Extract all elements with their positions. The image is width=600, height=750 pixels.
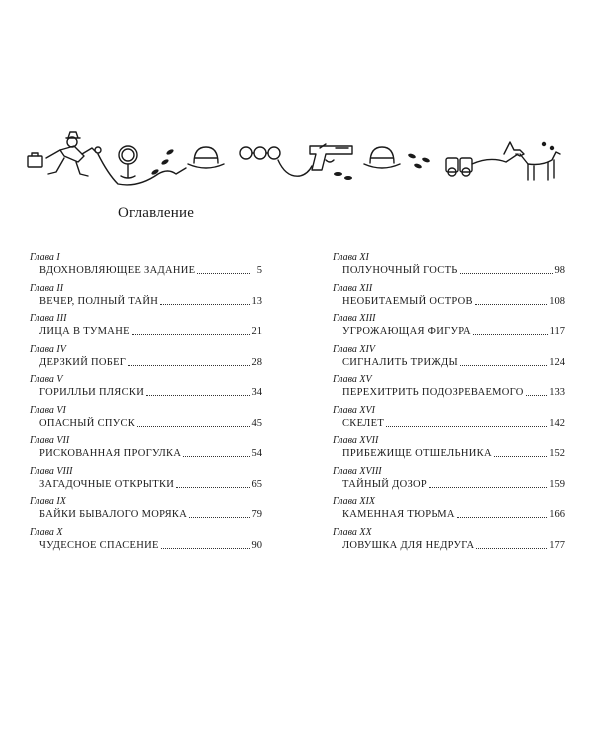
leader-dots	[176, 478, 249, 488]
magnifier-icon	[119, 146, 137, 178]
toc-column-left	[30, 252, 262, 557]
leader-dots	[161, 539, 250, 549]
page-number: 152	[549, 448, 565, 459]
page-number: 133	[549, 387, 565, 398]
chapter-title: ЗАГАДОЧНЫЕ ОТКРЫТКИ	[39, 478, 175, 490]
chapter-title: СКЕЛЕТ	[342, 417, 385, 429]
page-number: 98	[554, 265, 565, 276]
chapter-number: Глава III	[30, 313, 67, 324]
page-number: 108	[549, 295, 565, 307]
page-number: 79	[251, 509, 262, 520]
chapter-number: Глава VI	[30, 404, 66, 416]
chapter-title: РИСКОВАННАЯ ПРОГУЛКА	[39, 448, 182, 459]
toc-entry[interactable]	[30, 283, 262, 314]
leader-dots	[526, 386, 548, 396]
chapter-title: СИГНАЛИТЬ ТРИЖДЫ	[342, 356, 458, 368]
chapter-number: Глава IV	[30, 343, 66, 355]
chapter-number: Глава XX	[333, 526, 372, 538]
chapter-title: ПОЛУНОЧНЫЙ ГОСТЬ	[342, 265, 458, 276]
leader-dots	[475, 295, 547, 305]
leader-dots	[494, 447, 547, 457]
chapter-number: Глава IX	[30, 496, 66, 507]
chapter-number: Глава V	[30, 374, 63, 385]
toc-entry[interactable]	[333, 344, 565, 375]
chapter-title: ПРИБЕЖИЩЕ ОТШЕЛЬНИКА	[342, 448, 492, 459]
chapter-number: Глава X	[30, 526, 63, 538]
chapter-number: Глава II	[30, 282, 64, 294]
leader-dots	[460, 264, 553, 274]
leader-dots	[473, 325, 548, 335]
binoculars-icon	[240, 147, 280, 159]
leader-dots	[160, 295, 249, 305]
toc-entry[interactable]	[30, 313, 262, 344]
hat-icon	[188, 147, 224, 168]
toc-column-right	[333, 252, 565, 557]
chapter-number: Глава XV	[333, 374, 372, 385]
footprints-icon	[408, 153, 431, 169]
chapter-number: Глава XVIII	[333, 465, 382, 477]
leader-dots	[189, 508, 249, 518]
page-number: 142	[549, 417, 565, 429]
page-number: 177	[549, 539, 565, 551]
page-number: 34	[251, 387, 262, 398]
toc-entry[interactable]	[30, 527, 262, 558]
toc-entry[interactable]	[30, 374, 262, 405]
running-man-icon	[28, 132, 101, 176]
toc-entry[interactable]	[333, 313, 565, 344]
chapter-number: Глава XIII	[333, 313, 376, 324]
toc-entry[interactable]	[333, 466, 565, 497]
page-number: 117	[549, 326, 565, 337]
footprints-icon	[334, 172, 352, 180]
chapter-number: Глава XVII	[333, 435, 379, 446]
page-number: 65	[251, 478, 262, 490]
chapter-title: ВЕЧЕР, ПОЛНЫЙ ТАЙН	[39, 295, 159, 307]
chapter-title: ВДОХНОВЛЯЮЩЕЕ ЗАДАНИЕ	[39, 265, 196, 276]
page-number: 13	[251, 295, 262, 307]
toc-entry[interactable]	[30, 405, 262, 436]
page-number: 5	[256, 265, 262, 276]
chapter-number: Глава I	[30, 252, 60, 263]
chapter-title: НЕОБИТАЕМЫЙ ОСТРОВ	[342, 295, 473, 307]
binoculars-icon	[446, 158, 472, 176]
toc-heading: Оглавление	[118, 205, 195, 221]
leader-dots	[460, 356, 547, 366]
pistol-icon	[310, 144, 352, 170]
chapter-number: Глава XII	[333, 282, 373, 294]
leader-dots	[132, 325, 250, 335]
chapter-number: Глава XIV	[333, 343, 375, 355]
page-number: 28	[251, 356, 262, 368]
chapter-title: ГОРИЛЛЬИ ПЛЯСКИ	[39, 387, 145, 398]
leader-dots	[146, 386, 249, 396]
toc-entry[interactable]	[333, 252, 565, 283]
leader-dots	[183, 447, 249, 457]
chapter-number: Глава VII	[30, 435, 70, 446]
chapter-title: БАЙКИ БЫВАЛОГО МОРЯКА	[39, 509, 188, 520]
chapter-title: ТАЙНЫЙ ДОЗОР	[342, 478, 428, 490]
trail-line	[98, 154, 186, 185]
toc-entry[interactable]	[333, 435, 565, 466]
toc-entry[interactable]	[333, 374, 565, 405]
leader-dots	[197, 264, 250, 274]
chapter-number: Глава XVI	[333, 404, 375, 416]
leader-dots	[476, 539, 547, 549]
toc-entry[interactable]	[30, 466, 262, 497]
chapter-number: Глава XIX	[333, 496, 375, 507]
page-number: 90	[251, 539, 262, 551]
toc-entry[interactable]	[333, 527, 565, 558]
leader-dots	[137, 417, 249, 427]
page-number: 21	[251, 326, 262, 337]
chapter-title: ДЕРЗКИЙ ПОБЕГ	[39, 356, 127, 368]
page-number: 166	[549, 509, 565, 520]
toc-entry[interactable]	[333, 283, 565, 314]
detective-banner	[20, 120, 580, 200]
chapter-title: ЛОВУШКА ДЛЯ НЕДРУГА	[342, 539, 475, 551]
leader-dots	[429, 478, 547, 488]
toc-entry[interactable]	[30, 252, 262, 283]
chapter-title: УГРОЖАЮЩАЯ ФИГУРА	[342, 326, 471, 337]
leader-dots	[457, 508, 547, 518]
page-number: 54	[251, 448, 262, 459]
toc-entry[interactable]	[30, 435, 262, 466]
trail-line	[472, 154, 518, 164]
chapter-title: ОПАСНЫЙ СПУСК	[39, 417, 136, 429]
page-number: 159	[549, 478, 565, 490]
toc-entry[interactable]	[30, 344, 262, 375]
chapter-title: КАМЕННАЯ ТЮРЬМА	[342, 509, 455, 520]
chapter-title: ЛИЦА В ТУМАНЕ	[39, 326, 130, 337]
chapter-number: Глава VIII	[30, 465, 73, 477]
chapter-title: ЧУДЕСНОЕ СПАСЕНИЕ	[39, 539, 159, 551]
toc-entry[interactable]	[333, 405, 565, 436]
toc-entry[interactable]	[30, 496, 262, 527]
hat-icon	[364, 147, 400, 168]
dog-icon	[504, 142, 560, 180]
trail-line	[278, 160, 312, 176]
toc-entry[interactable]	[333, 496, 565, 527]
chapter-title: ПЕРЕХИТРИТЬ ПОДОЗРЕВАЕМОГО	[342, 387, 524, 398]
leader-dots	[128, 356, 249, 366]
page-number: 45	[251, 417, 262, 429]
leader-dots	[386, 417, 547, 427]
chapter-number: Глава XI	[333, 252, 369, 263]
page-number: 124	[549, 356, 565, 368]
